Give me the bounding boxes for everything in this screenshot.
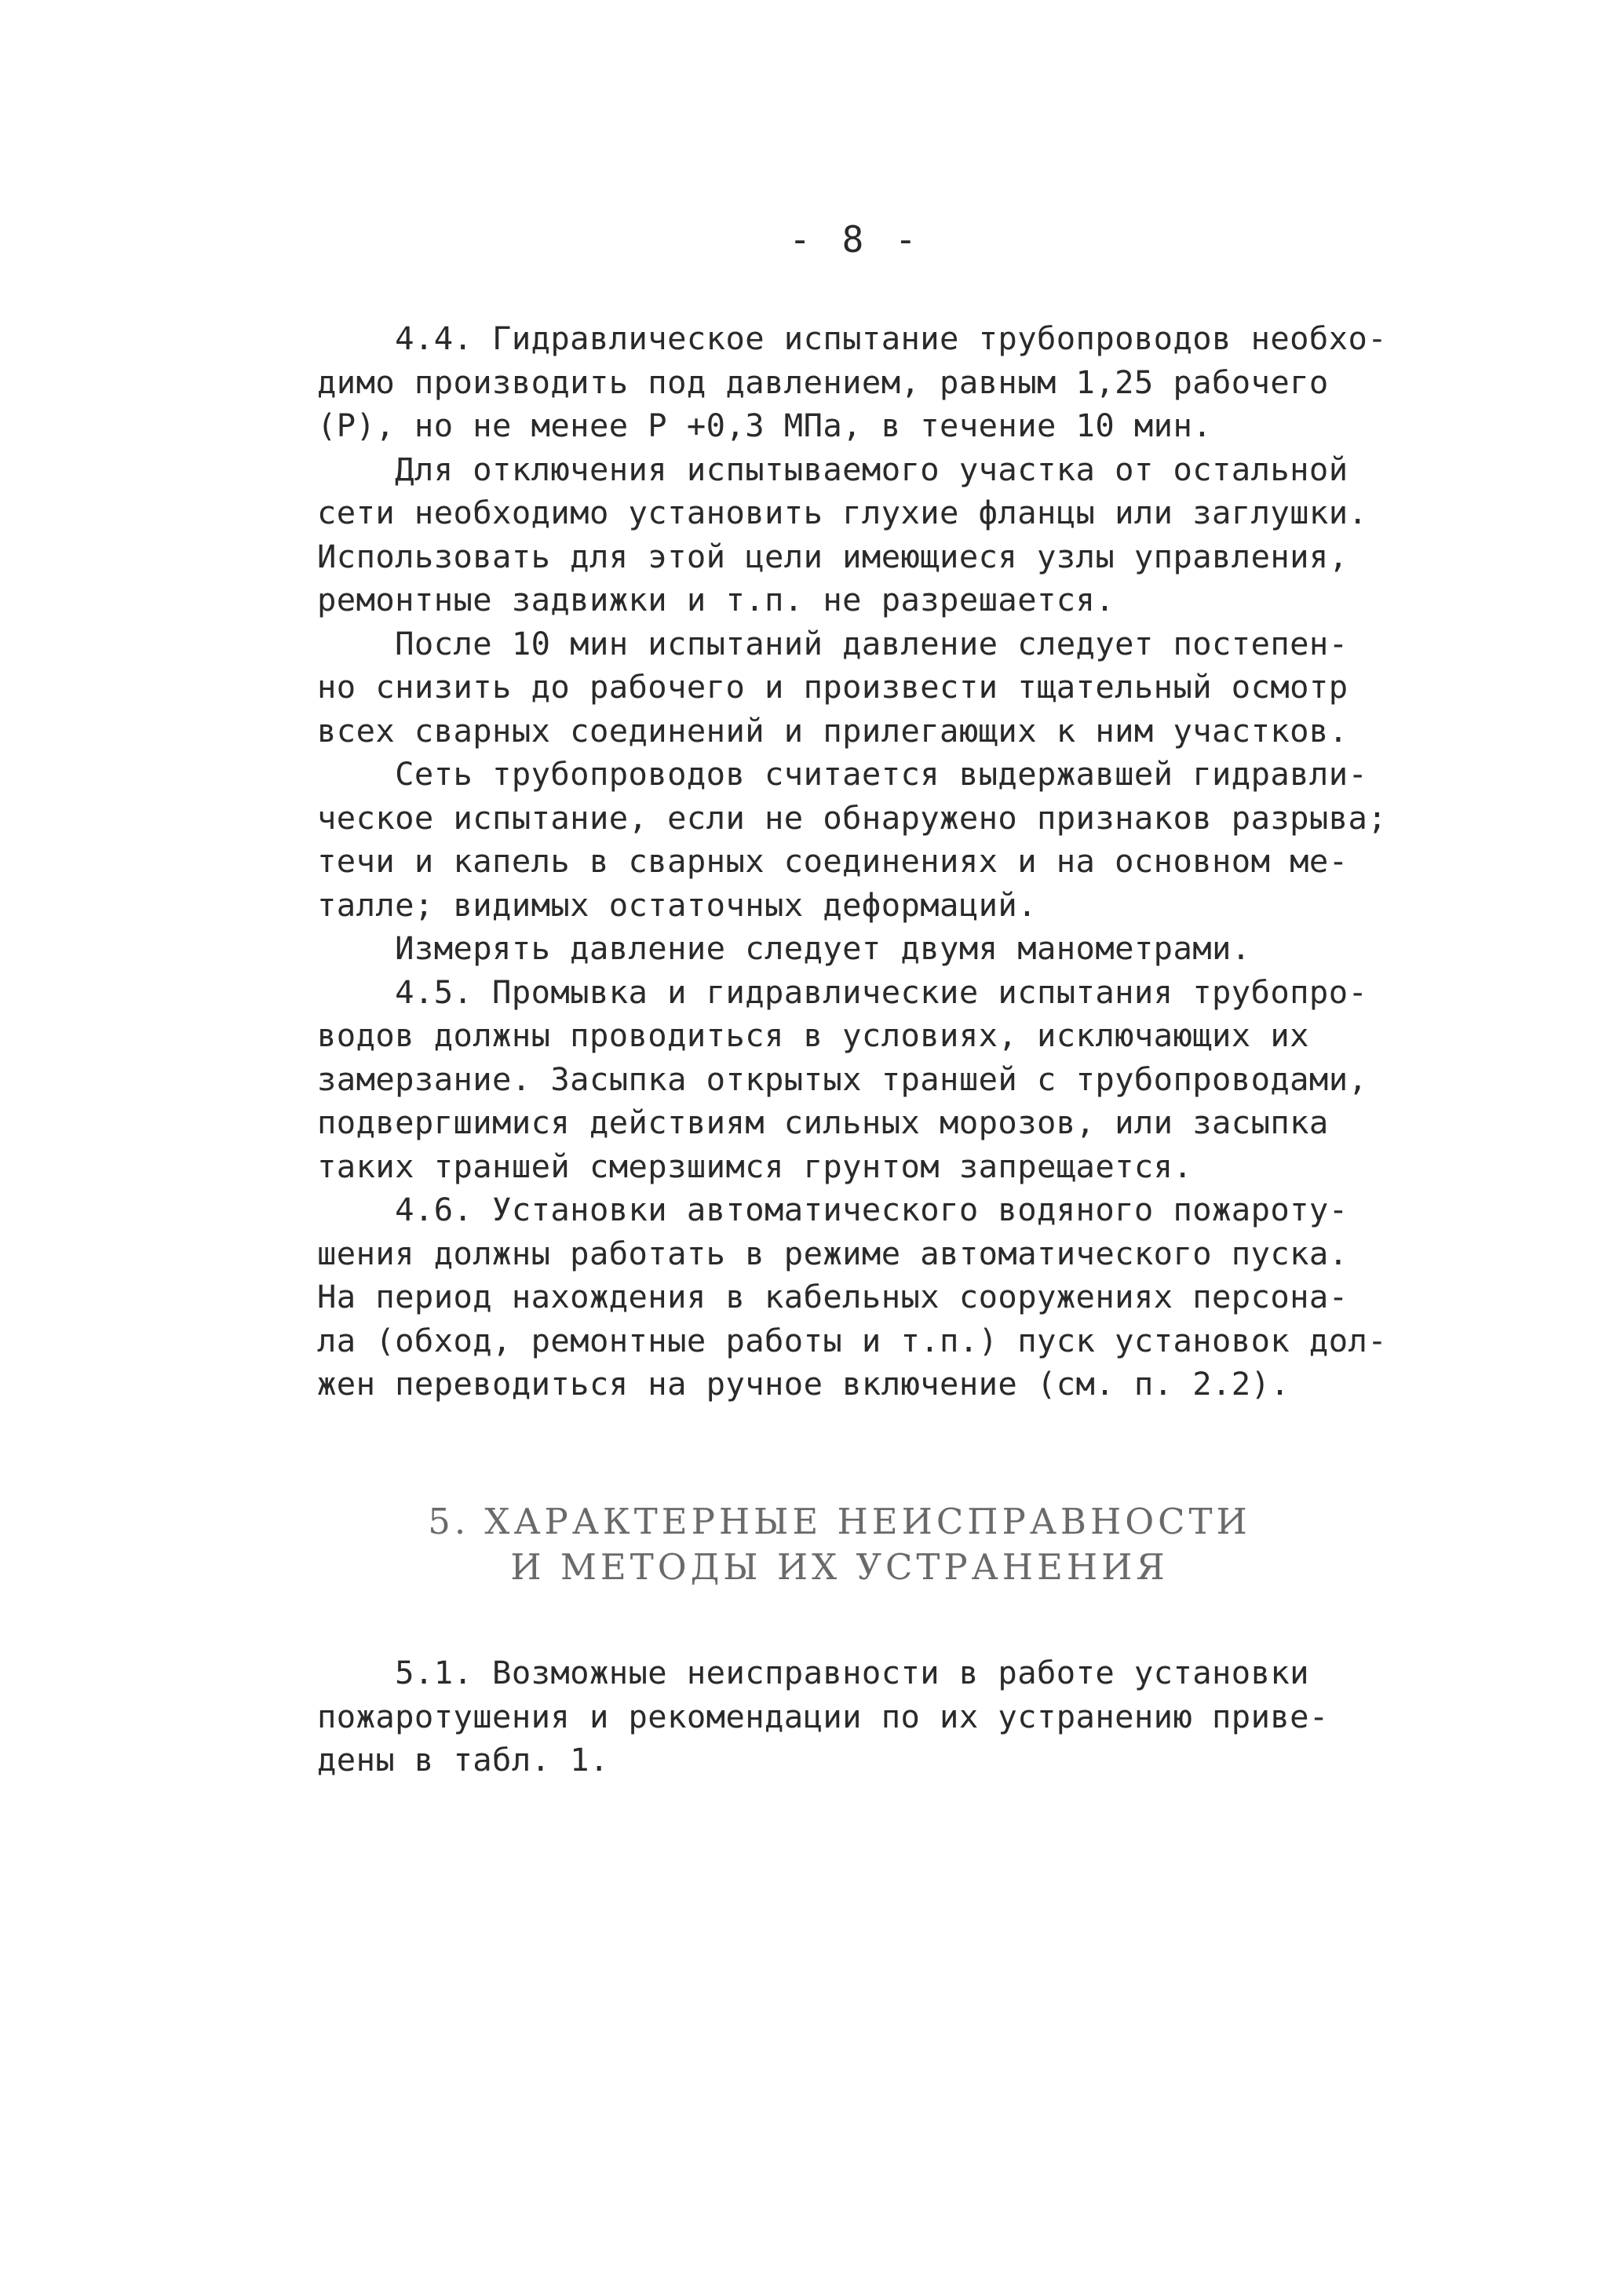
text-line: 4.4. Гидравлическое испытание трубопроводов необхо- <box>317 319 1388 357</box>
text-line: пожаротушения и рекомендации по их устранению приве- <box>317 1697 1329 1735</box>
text-line: (P), но не менее P +0,3 МПа, в течение 10 мин. <box>317 407 1213 444</box>
text-line: Для отключения испытываемого участка от остальной <box>317 450 1348 488</box>
page-number: - 8 - <box>789 218 921 261</box>
text-line: ла (обход, ремонтные работы и т.п.) пуск установок дол- <box>317 1321 1388 1359</box>
text-line: Сеть трубопроводов считается выдержавшей гидравли- <box>317 755 1368 793</box>
text-line: но снизить до рабочего и произвести тщательный осмотр <box>317 668 1348 706</box>
text-line: всех сварных соединений и прилегающих к ним участков. <box>317 711 1348 750</box>
text-line: ческое испытание, если не обнаружено признаков разрыва; <box>317 798 1388 837</box>
text-line: сети необходимо установить глухие фланцы или заглушки. <box>317 494 1368 531</box>
section-4-text <box>317 317 1471 1407</box>
text-line: 5.1. Возможные неисправности в работе установки <box>317 1654 1309 1691</box>
text-line: На период нахождения в кабельных сооружениях персона- <box>317 1278 1348 1315</box>
text-line: Измерять давление следует двумя манометрами. <box>317 929 1251 967</box>
text-line: шения должны работать в режиме автоматического пуска. <box>317 1234 1348 1272</box>
heading-line: И МЕТОДЫ ИХ УСТРАНЕНИЯ <box>510 1546 1169 1588</box>
text-line: жен переводиться на ручное включение (см. п. 2.2). <box>317 1365 1290 1403</box>
text-line: подвергшимися действиям сильных морозов, или засыпка <box>317 1104 1329 1141</box>
text-line: течи и капель в сварных соединениях и на основном ме- <box>317 842 1348 880</box>
text-line: дены в табл. 1. <box>317 1741 609 1779</box>
text-line: Использовать для этой цели имеющиеся узлы управления, <box>317 537 1348 575</box>
text-line: замерзание. Засыпка открытых траншей с трубопроводами, <box>317 1060 1368 1098</box>
heading-line: 5. ХАРАКТЕРНЫЕ НЕИСПРАВНОСТИ <box>428 1501 1251 1542</box>
text-line: таких траншей смерзшимся грунтом запрещается. <box>317 1147 1193 1185</box>
text-line: После 10 мин испытаний давление следует постепен- <box>317 624 1348 662</box>
text-line: 4.6. Установки автоматического водяного пожароту- <box>317 1191 1348 1228</box>
text-line: 4.5. Промывка и гидравлические испытания трубопро- <box>317 972 1368 1011</box>
text-line: ремонтные задвижки и т.п. не разрешается. <box>317 581 1115 618</box>
text-line: водов должны проводиться в условиях, исключающих их <box>317 1016 1309 1054</box>
section-5-heading <box>0 1499 1624 1590</box>
section-5-text <box>317 1651 1471 1782</box>
text-line: димо производить под давлением, равным 1,25 рабочего <box>317 363 1329 401</box>
text-line: талле; видимых остаточных деформаций. <box>317 885 1037 924</box>
